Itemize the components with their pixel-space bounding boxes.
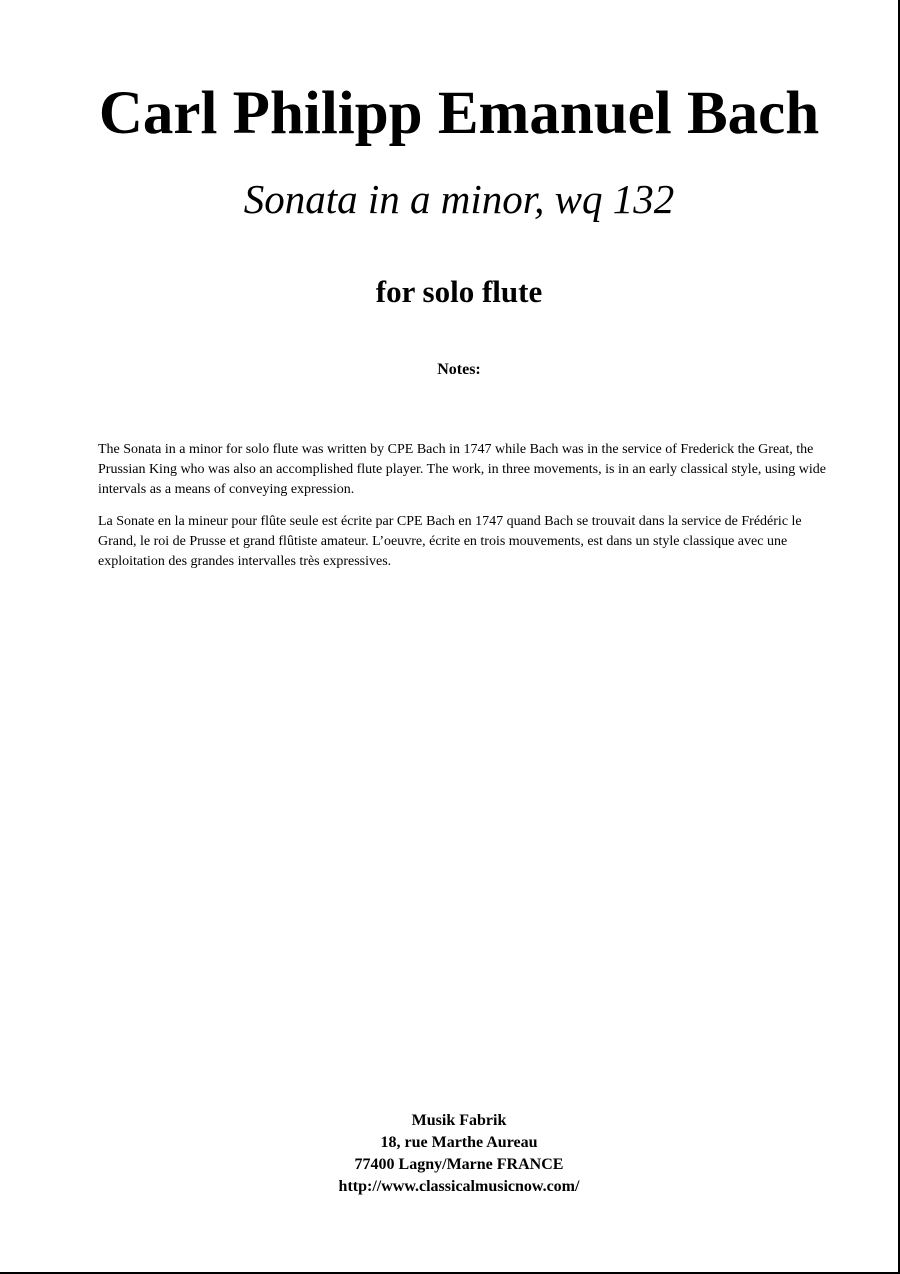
instrumentation: for solo flute bbox=[375, 274, 543, 309]
notes-paragraph-english: The Sonata in a minor for solo flute was written by CPE Bach in 1747 while Bach was in the service of Frederick the Great, the Prussian King who was also an accomplished flute player. The work, in three movements, is in an early classical style, using wide intervals as a means of conveying expression. bbox=[98, 442, 826, 497]
notes-body bbox=[98, 440, 838, 584]
notes-paragraph-french: La Sonate en la mineur pour flûte seule est écrite par CPE Bach en 1747 quand Bach se trouvait dans la service de Frédéric le Grand, le roi de Prusse et grand flûtiste amateur. L’oeuvre, écrite en trois mouvements, est dans un style classique avec une exploitation des grandes intervalles très expressives. bbox=[98, 514, 802, 569]
notes-heading: Notes: bbox=[437, 361, 481, 378]
work-title: Sonata in a minor, wq 132 bbox=[243, 176, 675, 222]
composer-name: Carl Philipp Emanuel Bach bbox=[98, 80, 820, 147]
publisher-website-link[interactable]: http://www.classicalmusicnow.com/ bbox=[338, 1178, 580, 1195]
publisher-street: 18, rue Marthe Aureau bbox=[380, 1134, 538, 1151]
publisher-block bbox=[0, 1110, 900, 1198]
publisher-city: 77400 Lagny/Marne FRANCE bbox=[354, 1156, 564, 1173]
publisher-name: Musik Fabrik bbox=[411, 1112, 507, 1129]
